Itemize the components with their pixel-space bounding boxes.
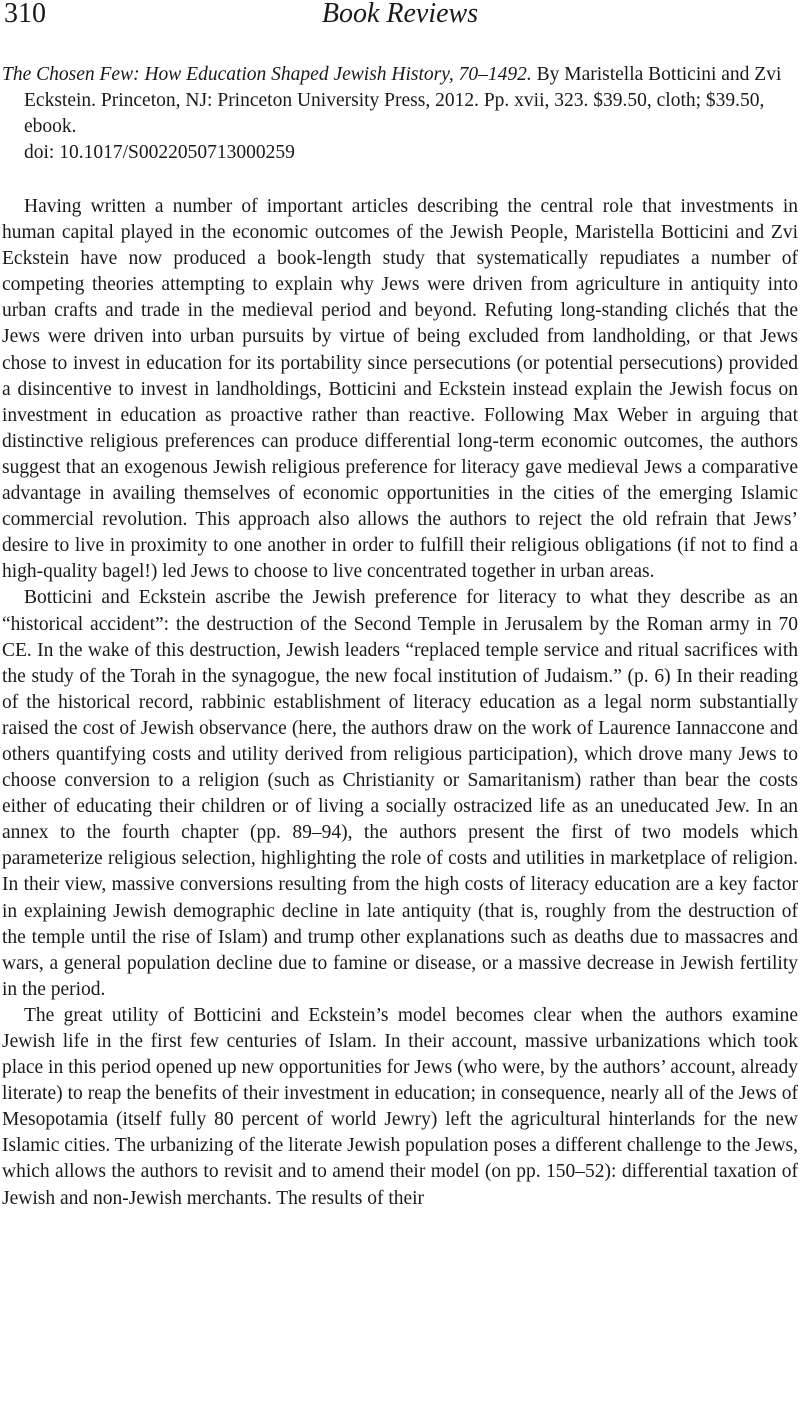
book-citation: [2, 62, 798, 166]
book-details: By Maristella Botticini and Zvi Eckstein. Princeton, NJ: Princeton University Press, 2012. Pp. xvii, 323. $39.50, cloth; $39.50, ebook.: [24, 64, 782, 137]
paragraph: The great utility of Botticini and Eckstein’s model becomes clear when the authors examine Jewish life in the first few centuries of Islam. In their account, massive urbanizations which took place in this period opened up new opportunities for Jews (who were, by the authors’ account, already literate) to reap the benefits of their investment in education; in consequence, nearly all of the Jews of Mesopotamia (itself fully 80 percent of world Jewry) left the agricultural hinterlands for the new Islamic cities. The urbanizing of the literate Jewish population poses a different challenge to the Jews, which allows the authors to revisit and to amend their model (on pp. 150–52): differential taxation of Jewish and non-Jewish merchants. The results of their: [2, 1004, 798, 1209]
review-body: [2, 194, 798, 1212]
paragraph: Having written a number of important articles describing the central role that investments in human capital played in the economic outcomes of the Jewish People, Maristella Botticini and Zvi Eckstein have now produced a book-length study that systematically repudiates a number of competing theories attempting to explain why Jews were driven from agriculture in antiquity into urban crafts and trade in the medieval period and beyond. Refuting long-standing clichés that the Jews were driven into urban pursuits by virtue of being excluded from landholding, or that Jews chose to invest in education for its portability since persecutions (or potential persecutions) provided a disincentive to invest in landholdings, Botticini and Eckstein instead explain the Jewish focus on investment in education as proactive rather than reactive. Following Max Weber in arguing that distinctive religious preferences can produce differential long-term economic outcomes, the authors suggest that an exogenous Jewish religious preference for literacy gave medieval Jews a comparative advantage in availing themselves of economic opportunities in the cities of the emerging Islamic commercial revolution. This approach also allows the authors to reject the old refrain that Jews’ desire to live in proximity to one another in order to fulfill their religious obligations (if not to find a high-quality bagel!) led Jews to choose to live concentrated together in urban areas.: [2, 196, 798, 583]
doi: doi: 10.1017/S0022050713000259: [24, 142, 295, 163]
book-title: The Chosen Few: How Education Shaped Jewish History, 70–1492.: [2, 64, 532, 85]
page-number: 310: [4, 0, 46, 29]
page-header: [2, 0, 798, 40]
paragraph: Botticini and Eckstein ascribe the Jewish preference for literacy to what they describe as an “historical accident”: the destruction of the Second Temple in Jerusalem by the Roman army in 70 CE. In the wake of this destruction, Jewish leaders “replaced temple service and ritual sacrifices with the study of the Torah in the synagogue, the new focal institution of Judaism.” (p. 6) In their reading of the historical record, rabbinic establishment of literacy education as a legal norm substantially raised the cost of Jewish observance (here, the authors draw on the work of Laurence Iannaccone and others quantifying costs and utility derived from religious participation), which drove many Jews to choose conversion to a religion (such as Christianity or Samaritanism) rather than bear the costs either of educating their children or of living a socially ostracized life as an uneducated Jew. In an annex to the fourth chapter (pp. 89–94), the authors present the first of two models which parameterize religious selection, highlighting the role of costs and utilities in marketplace of religion. In their view, massive conversions resulting from the high costs of literacy education are a key factor in explaining Jewish demographic decline in late antiquity (that is, roughly from the destruction of the temple until the rise of Islam) and trump other explanations such as deaths due to massacres and wars, a general population decline due to famine or disease, or a massive decrease in Jewish fertility in the period.: [2, 587, 798, 1000]
running-title: Book Reviews: [321, 0, 479, 29]
